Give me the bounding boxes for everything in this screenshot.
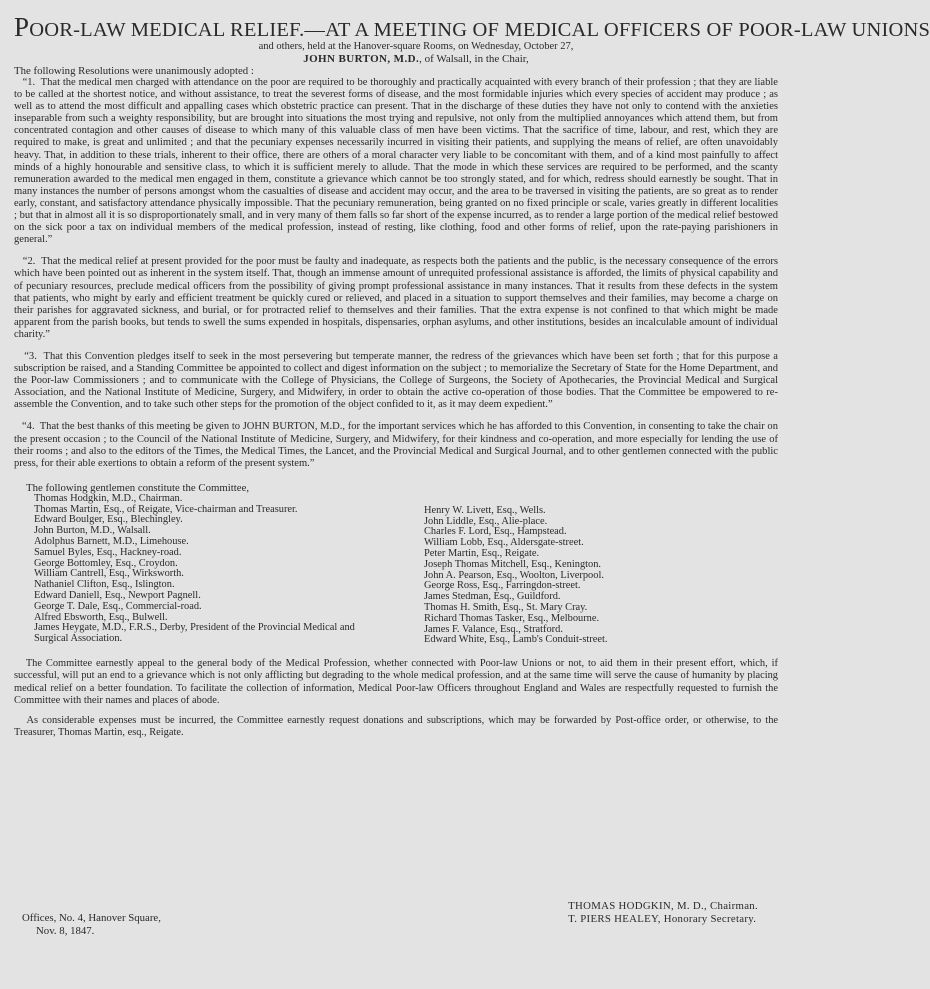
committee-member: Edward White, Esq., Lamb's Conduit-street. xyxy=(424,634,608,646)
meeting-details: and others, held at the Hanover-square Rooms, on Wednesday, October 27, xyxy=(258,41,574,52)
title-initial: P xyxy=(14,12,30,42)
committee-member: Edward Boulger, Esq., Blechingley. xyxy=(34,514,183,526)
committee-member: Nathaniel Clifton, Esq., Islington. xyxy=(34,579,175,591)
committee-member: Joseph Thomas Mitchell, Esq., Kenington. xyxy=(424,558,602,570)
committee-member: Peter Martin, Esq., Reigate. xyxy=(424,548,540,559)
signatory-secretary: T. PIERS HEALEY, Honorary Secretary. xyxy=(568,913,757,925)
document-date: Nov. 8, 1847. xyxy=(36,925,95,937)
appeal-text: The Committee earnestly appeal to the general body of the Medical Profession, whether connected with Poor-law Unions or not, to aid them in their present effort, which, if successful, will put an end to a grievance which is not only afflicting but degrading to the whole medical profession, and at the same time will serve the cause of humanity by placing medical relief on a better foundation. To facilitate the collection of information, Medical Poor-law Officers throughout England and Wales are respectfully requested to furnish the Committee with their names and places of abode. xyxy=(14,658,778,706)
committee-member: Charles F. Lord, Esq., Hampstead. xyxy=(424,526,567,538)
resolution-number: “1. xyxy=(22,77,36,88)
committee-member: Thomas Hodgkin, M.D., Chairman. xyxy=(34,492,183,504)
committee-member: Thomas H. Smith, Esq., St. Mary Cray. xyxy=(424,601,588,613)
signatory-chairman: THOMAS HODGKIN, M. D., Chairman. xyxy=(568,900,758,912)
office-address-block xyxy=(22,912,161,938)
committee-member: Adolphus Barnett, M.D., Limehouse. xyxy=(34,536,189,547)
donations-request xyxy=(14,715,778,739)
committee-member: William Lobb, Esq., Aldersgate-street. xyxy=(424,537,584,549)
committee-member: Edward Daniell, Esq., Newport Pagnell. xyxy=(34,589,201,601)
resolution-text: That the best thanks of this meeting be given to JOHN BURTON, M.D., for the important services which he has afforded to this Convention, in consenting to take the chair on the present occasion ; to the Council of the National Institute of Medicine, Surgery, and Midwifery, for their kindness and co-operation, and more especially for lending the use of their rooms ; and also to the editors of the Times, the Medical Times, the Lancet, and the Provincial Medical and Surgical Journal, and to other gentlemen connected with the public press, for their able exertions to obtain a reform of the present system.” xyxy=(14,421,778,469)
resolution-3 xyxy=(14,351,778,411)
donations-text: As considerable expenses must be incurred, the Committee earnestly request donations and subscriptions, which may be forwarded by Post-office order, or otherwise, to the Treasurer, Thomas Martin, esq., Reigate. xyxy=(14,714,778,739)
document-title xyxy=(14,12,930,42)
chair-name: JOHN BURTON, M.D. xyxy=(303,53,420,65)
committee-column-left xyxy=(34,494,379,646)
committee-member: George Ross, Esq., Farringdon-street. xyxy=(424,580,581,592)
committee-member: John A. Pearson, Esq., Woolton, Liverpool. xyxy=(424,569,604,581)
committee-member: Thomas Martin, Esq., of Reigate, Vice-chairman and Treasurer. xyxy=(34,503,298,515)
committee-appeal xyxy=(14,658,778,707)
chair-line xyxy=(14,53,778,65)
resolution-text: That this Convention pledges itself to seek in the most persevering but temperate manner, the redress of the grievances which have been set forth ; that for this purpose a subscription be raised, and a Standing Committee be appointed to collect and digest information on the subject ; to memorialize the Secretary of State for the Home Department, and the Poor-law Commissioners ; and to communicate with the College of Physicians, the College of Surgeons, the Society of Apothecaries, the Provincial Medical and Surgical Association, and the National Institute of Medicine, Surgery, and Midwifery, in order to obtain the active co-operation of those bodies. That the Committee be empowered to re-assemble the Convention, and to take such other steps for the promotion of the object confided to it, as it may deem expedient.” xyxy=(14,350,778,411)
chair-suffix: , of Walsall, in the Chair, xyxy=(419,53,529,65)
committee-member: Henry W. Livett, Esq., Wells. xyxy=(424,504,546,516)
committee-member: George T. Dale, Esq., Commercial-road. xyxy=(34,600,202,612)
committee-member: John Liddle, Esq., Alie-place. xyxy=(424,515,548,527)
resolutions-intro: The following Resolutions were unanimously adopted : xyxy=(14,65,254,77)
committee-list xyxy=(34,494,778,646)
resolution-4 xyxy=(14,421,778,469)
resolution-text: That the medical relief at present provided for the poor must be faulty and inadequate, as respects both the patients and the public, is the necessary consequence of the errors which have been pointed out as inherent in the system itself. That, though an immense amount of unrequited professional assistance is afforded, the limits of physical capability and of pecuniary resources, preclude medical officers from the possibility of giving prompt professional assistance in many instances. That it results from these defects in the system that patients, who might by early and efficient treatment be quickly cured or relieved, and placed in a situation to support themselves and their families, may become a charge on their parishes for aggravated sickness, and burial, or for protracted relief to themselves and their families. That the extra expense is not confined to that which might be made apparent from the parish books, but tends to swell the sums expended in hospitals, dispensaries, orphan asylums, and other institutions, besides an incalculable amount of individual charity.” xyxy=(14,256,778,340)
committee-member: Samuel Byles, Esq., Hackney-road. xyxy=(34,546,182,558)
signatures xyxy=(568,900,758,926)
resolution-number: “2. xyxy=(22,256,36,268)
resolution-text: That the medical men charged with attendance on the poor are required to be thoroughly and practically acquainted with every branch of their profession ; that they are liable to be called at the shortest notice, and without assistance, to treat the severest forms of disease, and the most formidable injuries which every species of accident may produce ; as well as to attend the most difficult and appalling cases which obstetric practice can present. That in the discharge of these duties they have not only to contend with the anxieties inseparable from such a weighty responsibility, but are brought into situations the most trying and repulsive, not only from the multiplied annoyances which attend them, but from concentrated contagion and other causes of disease to which many of this valuable class of men have been victims. That the sacrifice of time, labour, and rest, which they are required to make, is great and unlimited ; and that the pecuniary expenses necessarily incurred in visiting their patients, and supplying the means of relief, are often unavoidably heavy. That, in addition to these trials, inherent to their office, there are others of a moral character very liable to be concomitant with them, and of a kind most painfully to affect minds of a highly honourable and sensitive class, to which it is sufficient merely to allude. That the mode in which these services are required to be performed, and the scanty remuneration awarded to the medical men engaged in them, constitute a grievance which cannot be too strongly stated, and for which, redress should earnestly be sought. That in many instances the number of persons amongst whom the casualties of disease and accident may occur, and the area to be traversed in visiting the patients, are so great as to render early, constant, and satisfactory attendance physically impossible. That the pecuniary remuneration, being granted on no fixed principle or scale, varies greatly in different localities ; but that in almost all it is so disproportionately small, and in very many of them falls so far short of the expense incurred, as to render a large portion of the medical relief bestowed on the sick poor a tax on individual members of the medical profession, instead of resting, like clothing, food and other forms of relief, upon the rate-paying parishioners in general.” xyxy=(14,77,778,246)
resolution-2 xyxy=(14,256,778,341)
committee-column-right xyxy=(424,494,724,646)
committee-member: George Bottomley, Esq., Croydon. xyxy=(34,557,178,569)
office-address: Offices, No. 4, Hanover Square, xyxy=(22,912,161,924)
committee-member: Alfred Ebsworth, Esq., Bulwell. xyxy=(34,611,168,623)
resolution-number: “3. xyxy=(24,350,37,362)
committee-member: John Burton, M.D., Walsall. xyxy=(34,525,151,537)
committee-member: William Cantrell, Esq., Wirksworth. xyxy=(34,568,184,580)
committee-member: James Heygate, M.D., F.R.S., Derby, President of the Provincial Medical and Surgical Association. xyxy=(34,622,355,645)
resolution-number: “4. xyxy=(22,421,35,433)
title-text: OOR-LAW MEDICAL RELIEF.—AT A MEETING OF MEDICAL OFFICERS OF POOR-LAW UNIONS xyxy=(29,19,930,41)
committee-member: James F. Valance, Esq., Stratford. xyxy=(424,623,563,635)
committee-member: Richard Thomas Tasker, Esq., Melbourne. xyxy=(424,612,600,624)
resolution-1 xyxy=(14,77,778,246)
committee-member: James Stedman, Esq., Guildford. xyxy=(424,591,561,603)
committee-intro: The following gentlemen constitute the Committee, xyxy=(26,481,250,494)
